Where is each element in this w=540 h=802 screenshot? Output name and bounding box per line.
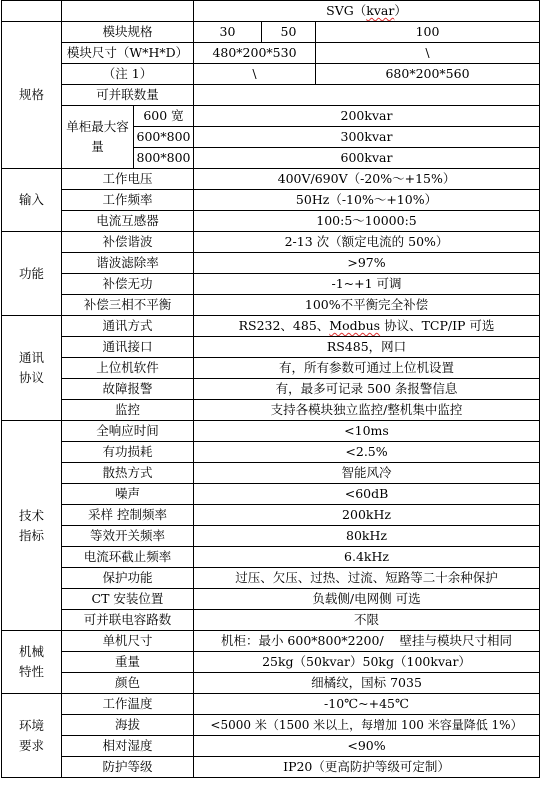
param-label: 相对湿度 xyxy=(62,736,194,757)
category-tech: 技术 指标 xyxy=(2,421,62,631)
param-value: <90% xyxy=(194,736,540,757)
param-label: 谐波滤除率 xyxy=(62,253,194,274)
row-parallel xyxy=(2,85,540,106)
row-tech-switching xyxy=(2,526,540,547)
param-value: -1~+1 可调 xyxy=(194,274,540,295)
max-capacity-label: 单柜最大容量 xyxy=(62,106,134,169)
param-label: 有功损耗 xyxy=(62,442,194,463)
param-label: 补偿三相不平衡 xyxy=(62,295,194,316)
row-tech-loss xyxy=(2,442,540,463)
param-value: 不限 xyxy=(194,610,540,631)
row-comm-alarm xyxy=(2,379,540,400)
row-function-filter xyxy=(2,253,540,274)
row-max-capacity-1 xyxy=(2,106,540,127)
row-env-altitude xyxy=(2,715,540,736)
row-input-frequency xyxy=(2,190,540,211)
module-size-small: 480*200*530 xyxy=(194,43,316,64)
param-value: -10℃~+45℃ xyxy=(194,694,540,715)
param-label: 可并联电容路数 xyxy=(62,610,194,631)
param-value: <60dB xyxy=(194,484,540,505)
module-size-label: 模块尺寸（W*H*D） xyxy=(62,43,194,64)
param-value: <5000 米（1500 米以上，每增加 100 米容量降低 1%） xyxy=(194,715,540,736)
module-size-na-bottom: \ xyxy=(194,64,316,85)
param-label: 噪声 xyxy=(62,484,194,505)
row-module-size-note xyxy=(2,64,540,85)
param-label: 补偿无功 xyxy=(62,274,194,295)
param-label: 补偿谐波 xyxy=(62,232,194,253)
param-label: 监控 xyxy=(62,400,194,421)
param-value: <10ms xyxy=(194,421,540,442)
param-value: 100%不平衡完全补偿 xyxy=(194,295,540,316)
module-size-na-top: \ xyxy=(316,43,540,64)
param-value: >97% xyxy=(194,253,540,274)
max-capacity-size: 600 宽 xyxy=(134,106,194,127)
category-env: 环境 要求 xyxy=(2,694,62,778)
param-label: 海拔 xyxy=(62,715,194,736)
param-label: 工作温度 xyxy=(62,694,194,715)
param-value: RS485，网口 xyxy=(194,337,540,358)
param-label: 电流互感器 xyxy=(62,211,194,232)
param-label: 工作电压 xyxy=(62,169,194,190)
param-value: 200kHz xyxy=(194,505,540,526)
param-label: 故障报警 xyxy=(62,379,194,400)
row-env-protection xyxy=(2,757,540,778)
param-value: 细橘纹，国标 7035 xyxy=(194,673,540,694)
row-tech-sampling xyxy=(2,505,540,526)
param-value: 100:5～10000:5 xyxy=(194,211,540,232)
header-svg-kvar: SVG（kvar） xyxy=(194,1,540,22)
parallel-label: 可并联数量 xyxy=(62,85,194,106)
max-capacity-size: 800*800 xyxy=(134,148,194,169)
param-value: <2.5% xyxy=(194,442,540,463)
row-tech-cutoff xyxy=(2,547,540,568)
param-label: 颜色 xyxy=(62,673,194,694)
param-label: 通讯方式 xyxy=(62,316,194,337)
row-tech-cooling xyxy=(2,463,540,484)
param-value: 负载侧/电网侧 可选 xyxy=(194,589,540,610)
row-tech-noise xyxy=(2,484,540,505)
max-capacity-size: 600*800 xyxy=(134,127,194,148)
row-tech-response xyxy=(2,421,540,442)
row-comm-monitor xyxy=(2,400,540,421)
category-comm: 通讯 协议 xyxy=(2,316,62,421)
module-spec-30: 30 xyxy=(194,22,262,43)
row-function-harmonic xyxy=(2,232,540,253)
row-comm-mode xyxy=(2,316,540,337)
param-label: 重量 xyxy=(62,652,194,673)
param-label: 通讯接口 xyxy=(62,337,194,358)
row-function-reactive xyxy=(2,274,540,295)
row-function-unbalance xyxy=(2,295,540,316)
row-tech-capacitor xyxy=(2,610,540,631)
category-mech: 机械 特性 xyxy=(2,631,62,694)
parallel-value xyxy=(194,85,540,106)
row-comm-software xyxy=(2,358,540,379)
module-size-note: （注 1） xyxy=(62,64,194,85)
param-value: 支持各模块独立监控/整机集中监控 xyxy=(194,400,540,421)
param-label: 上位机软件 xyxy=(62,358,194,379)
param-label: 防护等级 xyxy=(62,757,194,778)
header-parameter xyxy=(62,1,194,22)
category-spec: 规格 xyxy=(2,22,62,169)
param-label: 单机尺寸 xyxy=(62,631,194,652)
param-value: 80kHz xyxy=(194,526,540,547)
row-mech-weight xyxy=(2,652,540,673)
module-size-large: 680*200*560 xyxy=(316,64,540,85)
param-label: 散热方式 xyxy=(62,463,194,484)
category-function: 功能 xyxy=(2,232,62,316)
max-capacity-value: 600kvar xyxy=(194,148,540,169)
param-value: RS232、485、Modbus 协议、TCP/IP 可选 xyxy=(194,316,540,337)
param-label: 保护功能 xyxy=(62,568,194,589)
param-label: 电流环截止频率 xyxy=(62,547,194,568)
module-spec-50: 50 xyxy=(262,22,316,43)
param-label: 全响应时间 xyxy=(62,421,194,442)
row-tech-ct-position xyxy=(2,589,540,610)
param-value: 6.4kHz xyxy=(194,547,540,568)
header-blank xyxy=(2,1,62,22)
param-label: CT 安装位置 xyxy=(62,589,194,610)
row-module-size xyxy=(2,43,540,64)
row-env-temperature xyxy=(2,694,540,715)
param-value: IP20（更高防护等级可定制） xyxy=(194,757,540,778)
row-mech-color xyxy=(2,673,540,694)
param-value: 有，最多可记录 500 条报警信息 xyxy=(194,379,540,400)
param-label: 采样 控制频率 xyxy=(62,505,194,526)
param-value: 25kg（50kvar）50kg（100kvar） xyxy=(194,652,540,673)
param-value: 过压、欠压、过热、过流、短路等二十余种保护 xyxy=(194,568,540,589)
module-spec-label: 模块规格 xyxy=(62,22,194,43)
param-value: 机柜：最小 600*800*2200/ 壁挂与模块尺寸相同 xyxy=(194,631,540,652)
row-input-voltage xyxy=(2,169,540,190)
svg-spec-table xyxy=(1,0,540,778)
param-value: 400V/690V（-20%～+15%） xyxy=(194,169,540,190)
param-value: 有，所有参数可通过上位机设置 xyxy=(194,358,540,379)
max-capacity-value: 200kvar xyxy=(194,106,540,127)
row-comm-interface xyxy=(2,337,540,358)
module-spec-100: 100 xyxy=(316,22,540,43)
row-mech-size xyxy=(2,631,540,652)
header-row xyxy=(2,1,540,22)
category-input: 输入 xyxy=(2,169,62,232)
param-value: 50Hz（-10%～+10%） xyxy=(194,190,540,211)
param-label: 等效开关频率 xyxy=(62,526,194,547)
row-tech-protection xyxy=(2,568,540,589)
param-value: 智能风冷 xyxy=(194,463,540,484)
param-value: 2-13 次（额定电流的 50%） xyxy=(194,232,540,253)
max-capacity-value: 300kvar xyxy=(194,127,540,148)
row-env-humidity xyxy=(2,736,540,757)
param-label: 工作频率 xyxy=(62,190,194,211)
row-input-ct xyxy=(2,211,540,232)
row-module-spec xyxy=(2,22,540,43)
